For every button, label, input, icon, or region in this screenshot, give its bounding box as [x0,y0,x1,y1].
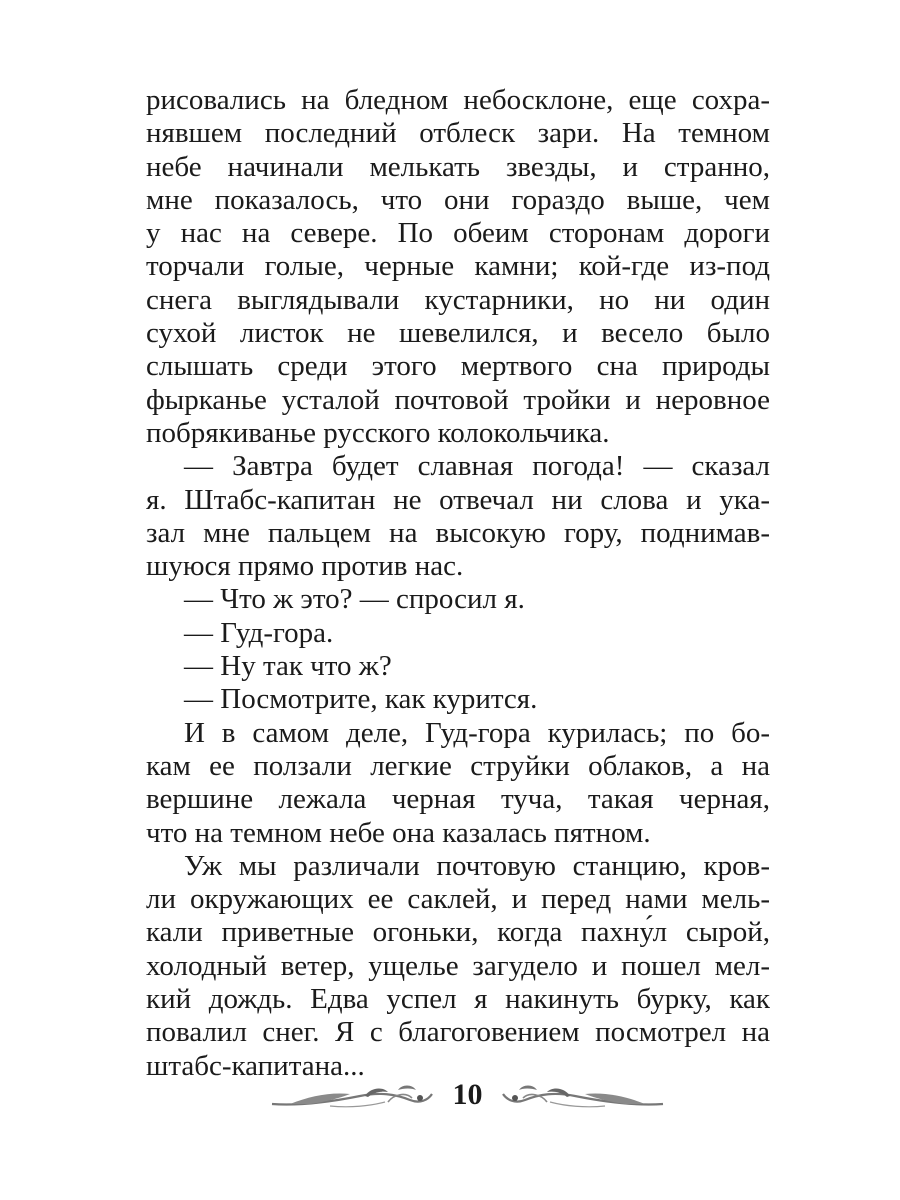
text-line: нявшем последний отблеск зари. На темном [146,117,770,150]
text-line: повалил снег. Я с благоговением посмотрел на [146,1016,770,1049]
text-line: снега выглядывали кустарники, но ни один [146,283,770,316]
text-line: торчали голые, черные камни; кой-где из-под [146,250,770,283]
text-line: — Посмотрите, как курится. [184,683,538,716]
text-line: ли окружающих ее саклей, и перед нами мель- [146,883,770,916]
text-line: фырканье усталой почтовой тройки и неровное [146,383,770,416]
right-flourish-icon [500,1082,665,1112]
text-line: кали приветные огоньки, когда пахну́л сырой, [146,916,770,949]
text-line: побрякиванье русского колокольчика. [146,416,610,449]
text-line: я. Штабс-капитан не отвечал ни слова и ука- [146,483,770,516]
text-line: кам ее ползали легкие струйки облаков, а на [146,749,770,782]
text-line: что на темном небе она казалась пятном. [146,816,651,849]
text-line: сухой листок не шевелился, и весело было [146,317,770,350]
text-line: зал мне пальцем на высокую гору, поднимав- [146,516,770,549]
left-flourish-icon [270,1082,435,1112]
text-line: — Завтра будет славная погода! — сказал [184,450,770,483]
text-line: кий дождь. Едва успел я накинуть бурку, как [146,983,770,1016]
text-line: — Ну так что ж? [184,650,392,683]
text-line: — Гуд-гора. [184,616,334,649]
text-line: холодный ветер, ущелье загудело и пошел мел- [146,949,770,982]
page-body-text [146,84,770,1083]
text-line: мне показалось, что они гораздо выше, чем [146,183,770,216]
text-line: И в самом деле, Гуд-гора курилась; по бо- [184,716,770,749]
text-line: Уж мы различали почтовую станцию, кров- [184,849,770,882]
text-line: вершине лежала черная туча, такая черная, [146,783,770,816]
text-line: небе начинали мелькать звезды, и странно, [146,150,770,183]
text-line: шуюся прямо против нас. [146,550,464,583]
text-line: у нас на севере. По обеим сторонам дороги [146,217,770,250]
page-footer [270,1076,665,1116]
text-line: — Что ж это? — спросил я. [184,583,525,616]
text-line: рисовались на бледном небосклоне, еще сохра- [146,84,770,116]
text-line: штабс-капитана... [146,1049,365,1082]
text-line: слышать среди этого мертвого сна природы [146,350,770,383]
page-number: 10 [452,1078,483,1111]
